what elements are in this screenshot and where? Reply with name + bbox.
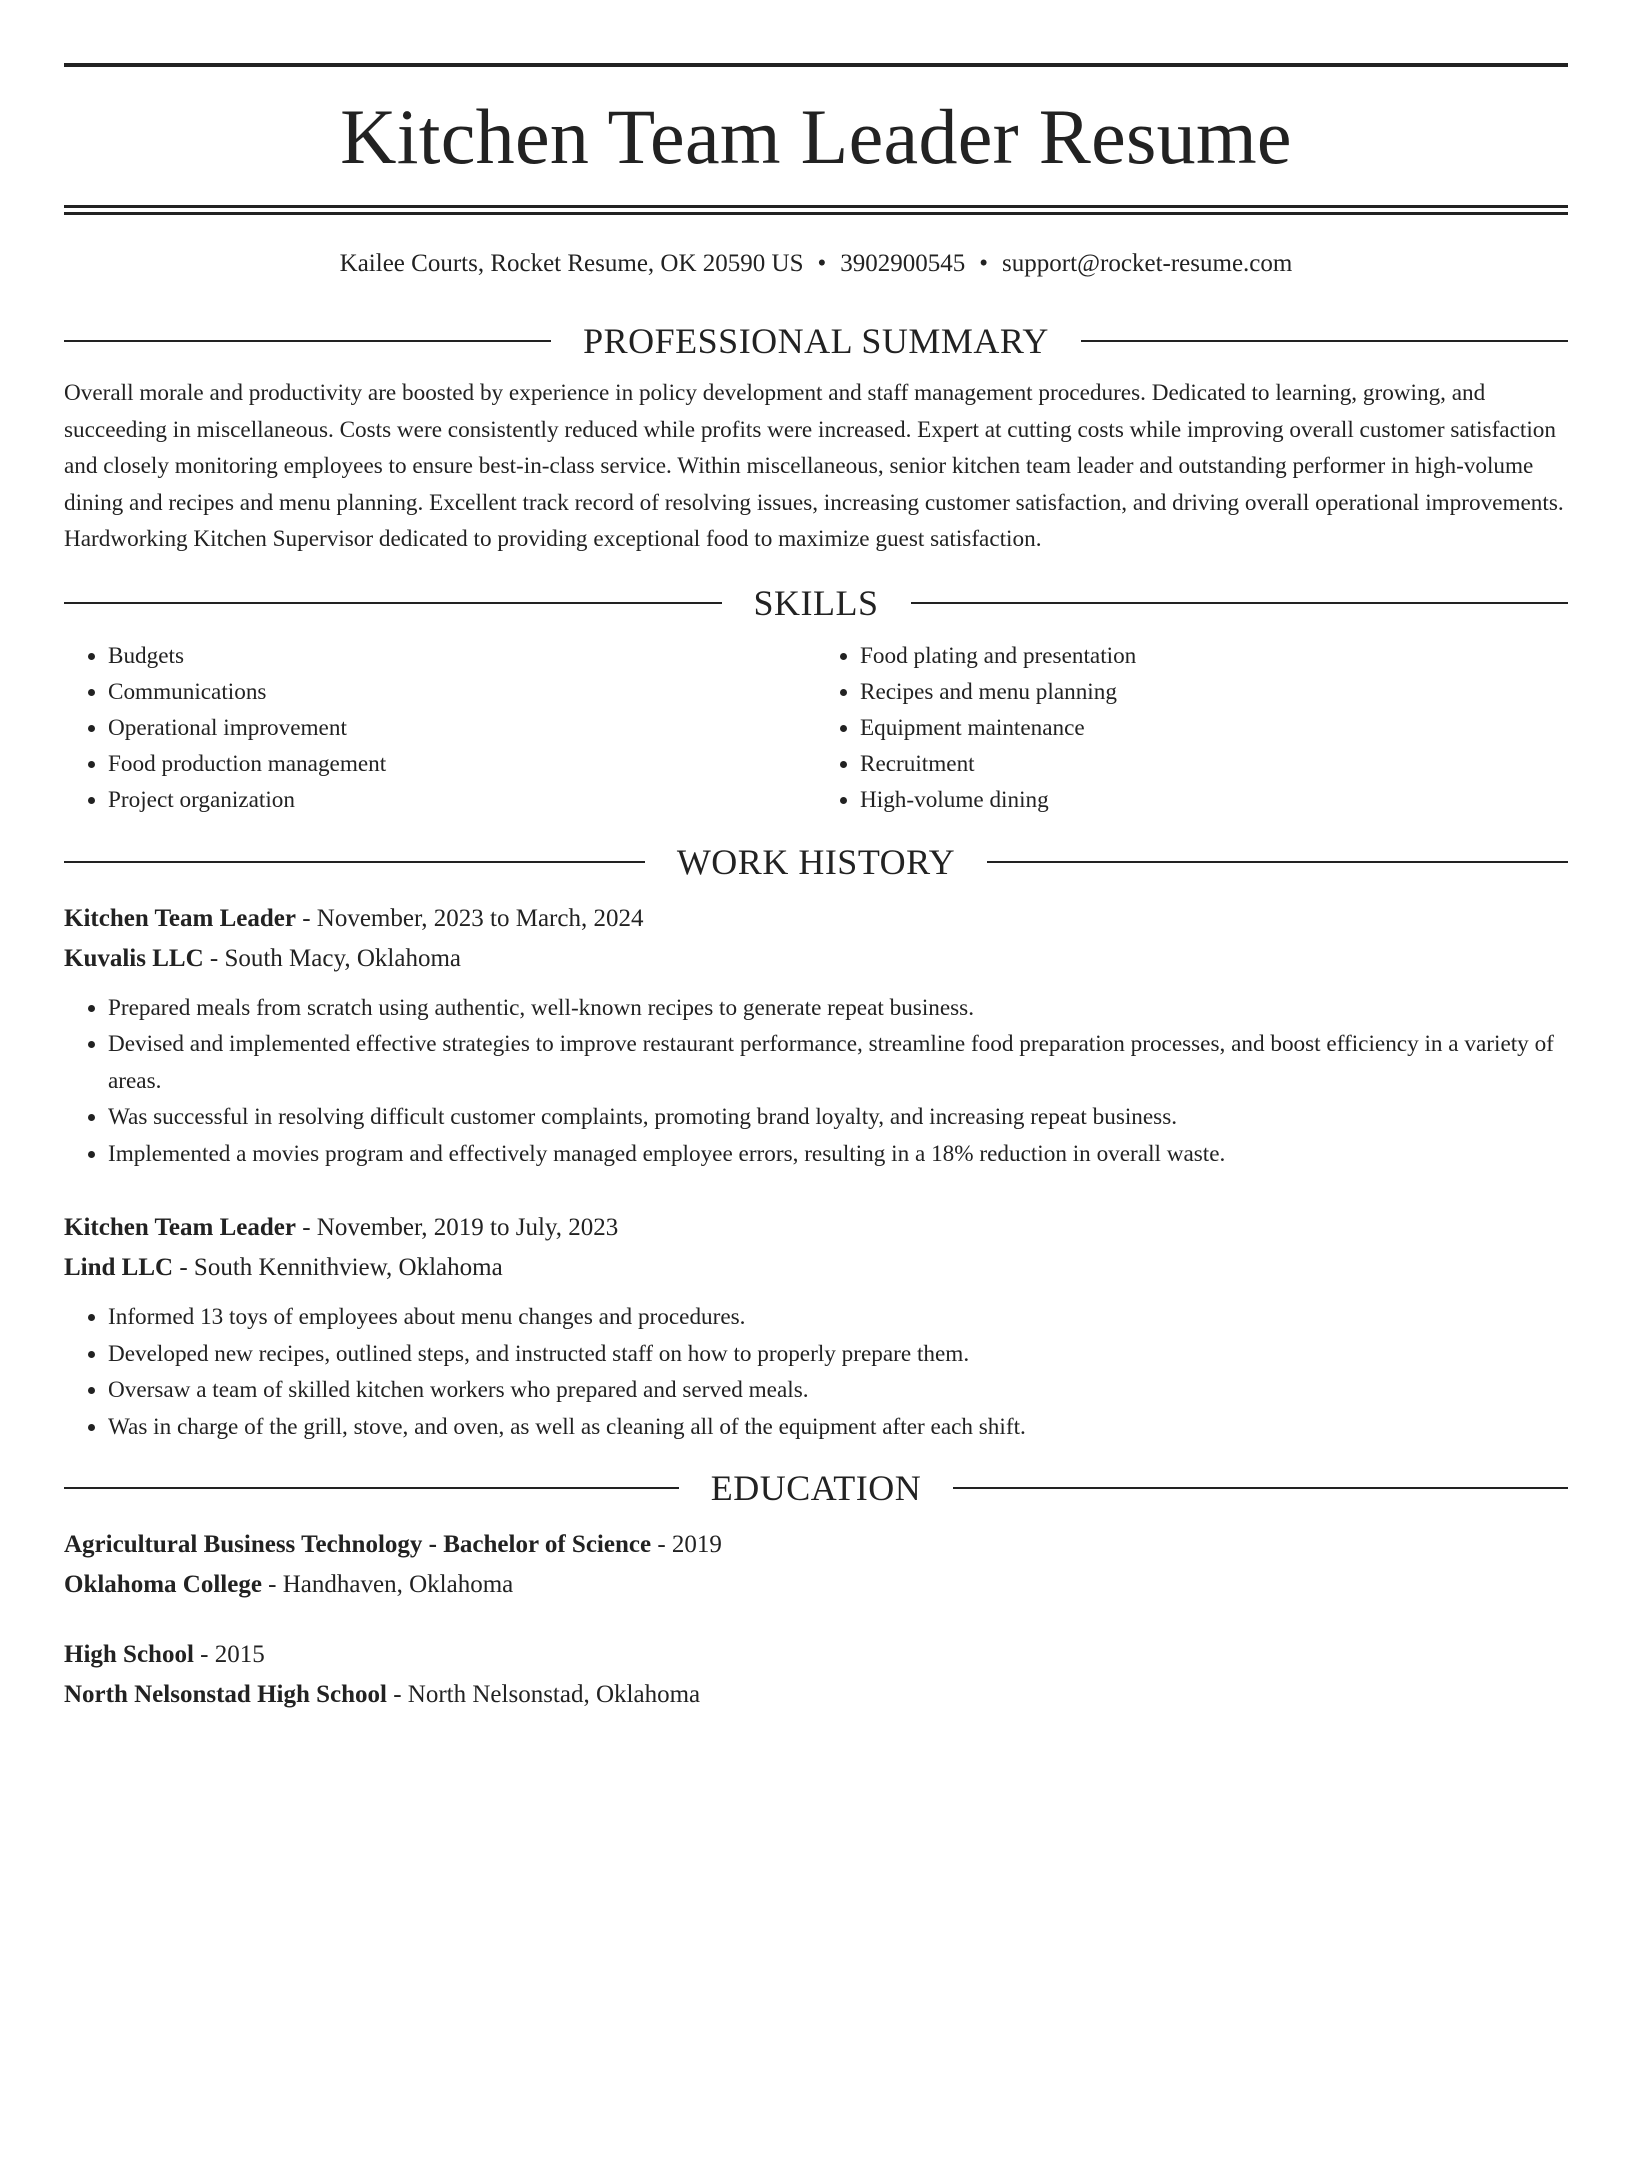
skill-item: • Operational improvement [108, 710, 816, 746]
education-year: 2015 [214, 1641, 265, 1668]
education-degree-row [64, 1525, 1568, 1565]
skills-list-left [64, 638, 816, 818]
job-entry [64, 1208, 1568, 1445]
job-bullet: • Was in charge of the grill, stove, and oven, as well as cleaning all of the equipment after each shift. [108, 1409, 1568, 1446]
job-company: Kuvalis LLC [64, 944, 204, 972]
job-bullet: • Developed new recipes, outlined steps, and instructed staff on how to properly prepare them. [108, 1336, 1568, 1373]
job-bullet: • Was successful in resolving difficult customer complaints, promoting brand loyalty, and increasing repeat business. [108, 1099, 1568, 1136]
title-double-rule [64, 205, 1568, 215]
job-title: Kitchen Team Leader [64, 1214, 296, 1241]
job-title-row [64, 899, 1568, 939]
education-entry [64, 1635, 1568, 1715]
education-location: North Nelsonstad, Oklahoma [407, 1681, 701, 1708]
section-title-skills: SKILLS [753, 582, 879, 623]
section-header-education [64, 1467, 1568, 1509]
job-location: South Kennithview, Oklahoma [193, 1254, 503, 1281]
resume-page [0, 63, 1632, 2175]
dash-separator: - [295, 1214, 317, 1241]
skill-item: • Project organization [108, 782, 816, 818]
section-rule-left [64, 1487, 679, 1489]
skills-columns [64, 638, 1568, 818]
contact-phone[interactable]: 3902900545 [840, 250, 966, 277]
skill-item: • Budgets [108, 638, 816, 674]
section-rule-left [64, 340, 551, 342]
job-title: Kitchen Team Leader [64, 904, 296, 932]
education-entry [64, 1525, 1568, 1605]
section-rule-left [64, 861, 645, 863]
job-bullet: • Implemented a movies program and effectively managed employee errors, resulting in a 18% reduction in overall waste. [108, 1136, 1568, 1173]
skill-item: • Communications [108, 674, 816, 710]
skill-item: • Equipment maintenance [860, 710, 1568, 746]
section-header-work-history [64, 841, 1568, 883]
dash-separator: - [651, 1531, 672, 1558]
job-bullet: • Informed 13 toys of employees about menu changes and procedures. [108, 1299, 1568, 1336]
job-bullets [64, 990, 1568, 1173]
summary-text: Overall morale and productivity are boosted by experience in policy development and staff management procedures. Dedicated to learning, growing, and succeeding in miscellaneous. Costs were consistently reduced while profits were increased. Expert at cutting costs while improving overall customer satisfaction and closely monitoring employees to ensure best-in-class service. Within miscellaneous, senior kitchen team leader and outstanding performer in high-volume dining and recipes and menu planning. Excellent track record of resolving issues, increasing customer satisfaction, and driving overall operational improvements. Hardworking Kitchen Supervisor dedicated to providing exceptional food to maximize guest satisfaction. [64, 380, 1564, 552]
contact-email[interactable]: support@rocket-resume.com [1002, 250, 1293, 277]
job-company-row [64, 1248, 1568, 1288]
section-title-summary: PROFESSIONAL SUMMARY [583, 321, 1049, 361]
section-title-work-history: WORK HISTORY [676, 841, 956, 882]
education-degree-row [64, 1635, 1568, 1675]
resume-title: Kitchen Team Leader Resume [340, 93, 1292, 180]
education-school: North Nelsonstad High School [64, 1681, 387, 1708]
education-school-row [64, 1565, 1568, 1605]
dash-separator: - [261, 1571, 283, 1598]
education-degree: High School [64, 1641, 194, 1668]
education-school: Oklahoma College [64, 1571, 262, 1598]
job-company-row [64, 939, 1568, 979]
dash-separator: - [173, 1254, 194, 1281]
skill-item: • High-volume dining [860, 782, 1568, 818]
dash-separator: - [203, 944, 225, 972]
job-dates: November, 2023 to March, 2024 [316, 904, 644, 932]
job-dates: November, 2019 to July, 2023 [316, 1214, 619, 1241]
job-bullets [64, 1299, 1568, 1445]
skill-item: • Recipes and menu planning [860, 674, 1568, 710]
job-entry [64, 899, 1568, 1173]
education-year: 2019 [671, 1531, 722, 1558]
job-location: South Macy, Oklahoma [224, 944, 461, 972]
dash-separator: - [386, 1681, 408, 1708]
dash-separator: - [295, 904, 317, 932]
section-title-education: EDUCATION [710, 1468, 922, 1508]
section-rule-right [987, 861, 1568, 863]
contact-line [64, 248, 1568, 280]
education-degree: Agricultural Business Technology - Bachelor of Science [64, 1531, 652, 1558]
section-header-skills [64, 582, 1568, 624]
dash-separator: - [193, 1641, 215, 1668]
skill-item: • Food plating and presentation [860, 638, 1568, 674]
job-bullet: • Oversaw a team of skilled kitchen workers who prepared and served meals. [108, 1372, 1568, 1409]
skill-item: • Food production management [108, 746, 816, 782]
contact-address: Kailee Courts, Rocket Resume, OK 20590 US [339, 250, 804, 277]
contact-separator: • [979, 250, 989, 277]
section-rule-left [64, 602, 722, 604]
section-rule-right [1081, 340, 1568, 342]
education-school-row [64, 1675, 1568, 1715]
section-rule-right [911, 602, 1569, 604]
job-bullet: • Prepared meals from scratch using authentic, well-known recipes to generate repeat business. [108, 990, 1568, 1027]
section-rule-right [953, 1487, 1568, 1489]
job-company: Lind LLC [64, 1254, 174, 1281]
skill-item: • Recruitment [860, 746, 1568, 782]
contact-separator: • [817, 250, 827, 277]
job-title-row [64, 1208, 1568, 1248]
skills-list-right [816, 638, 1568, 818]
section-header-summary [64, 320, 1568, 362]
job-bullet: • Devised and implemented effective strategies to improve restaurant performance, streamline food preparation processes, and boost efficiency in a variety of areas. [108, 1026, 1568, 1099]
education-location: Handhaven, Oklahoma [282, 1571, 514, 1598]
